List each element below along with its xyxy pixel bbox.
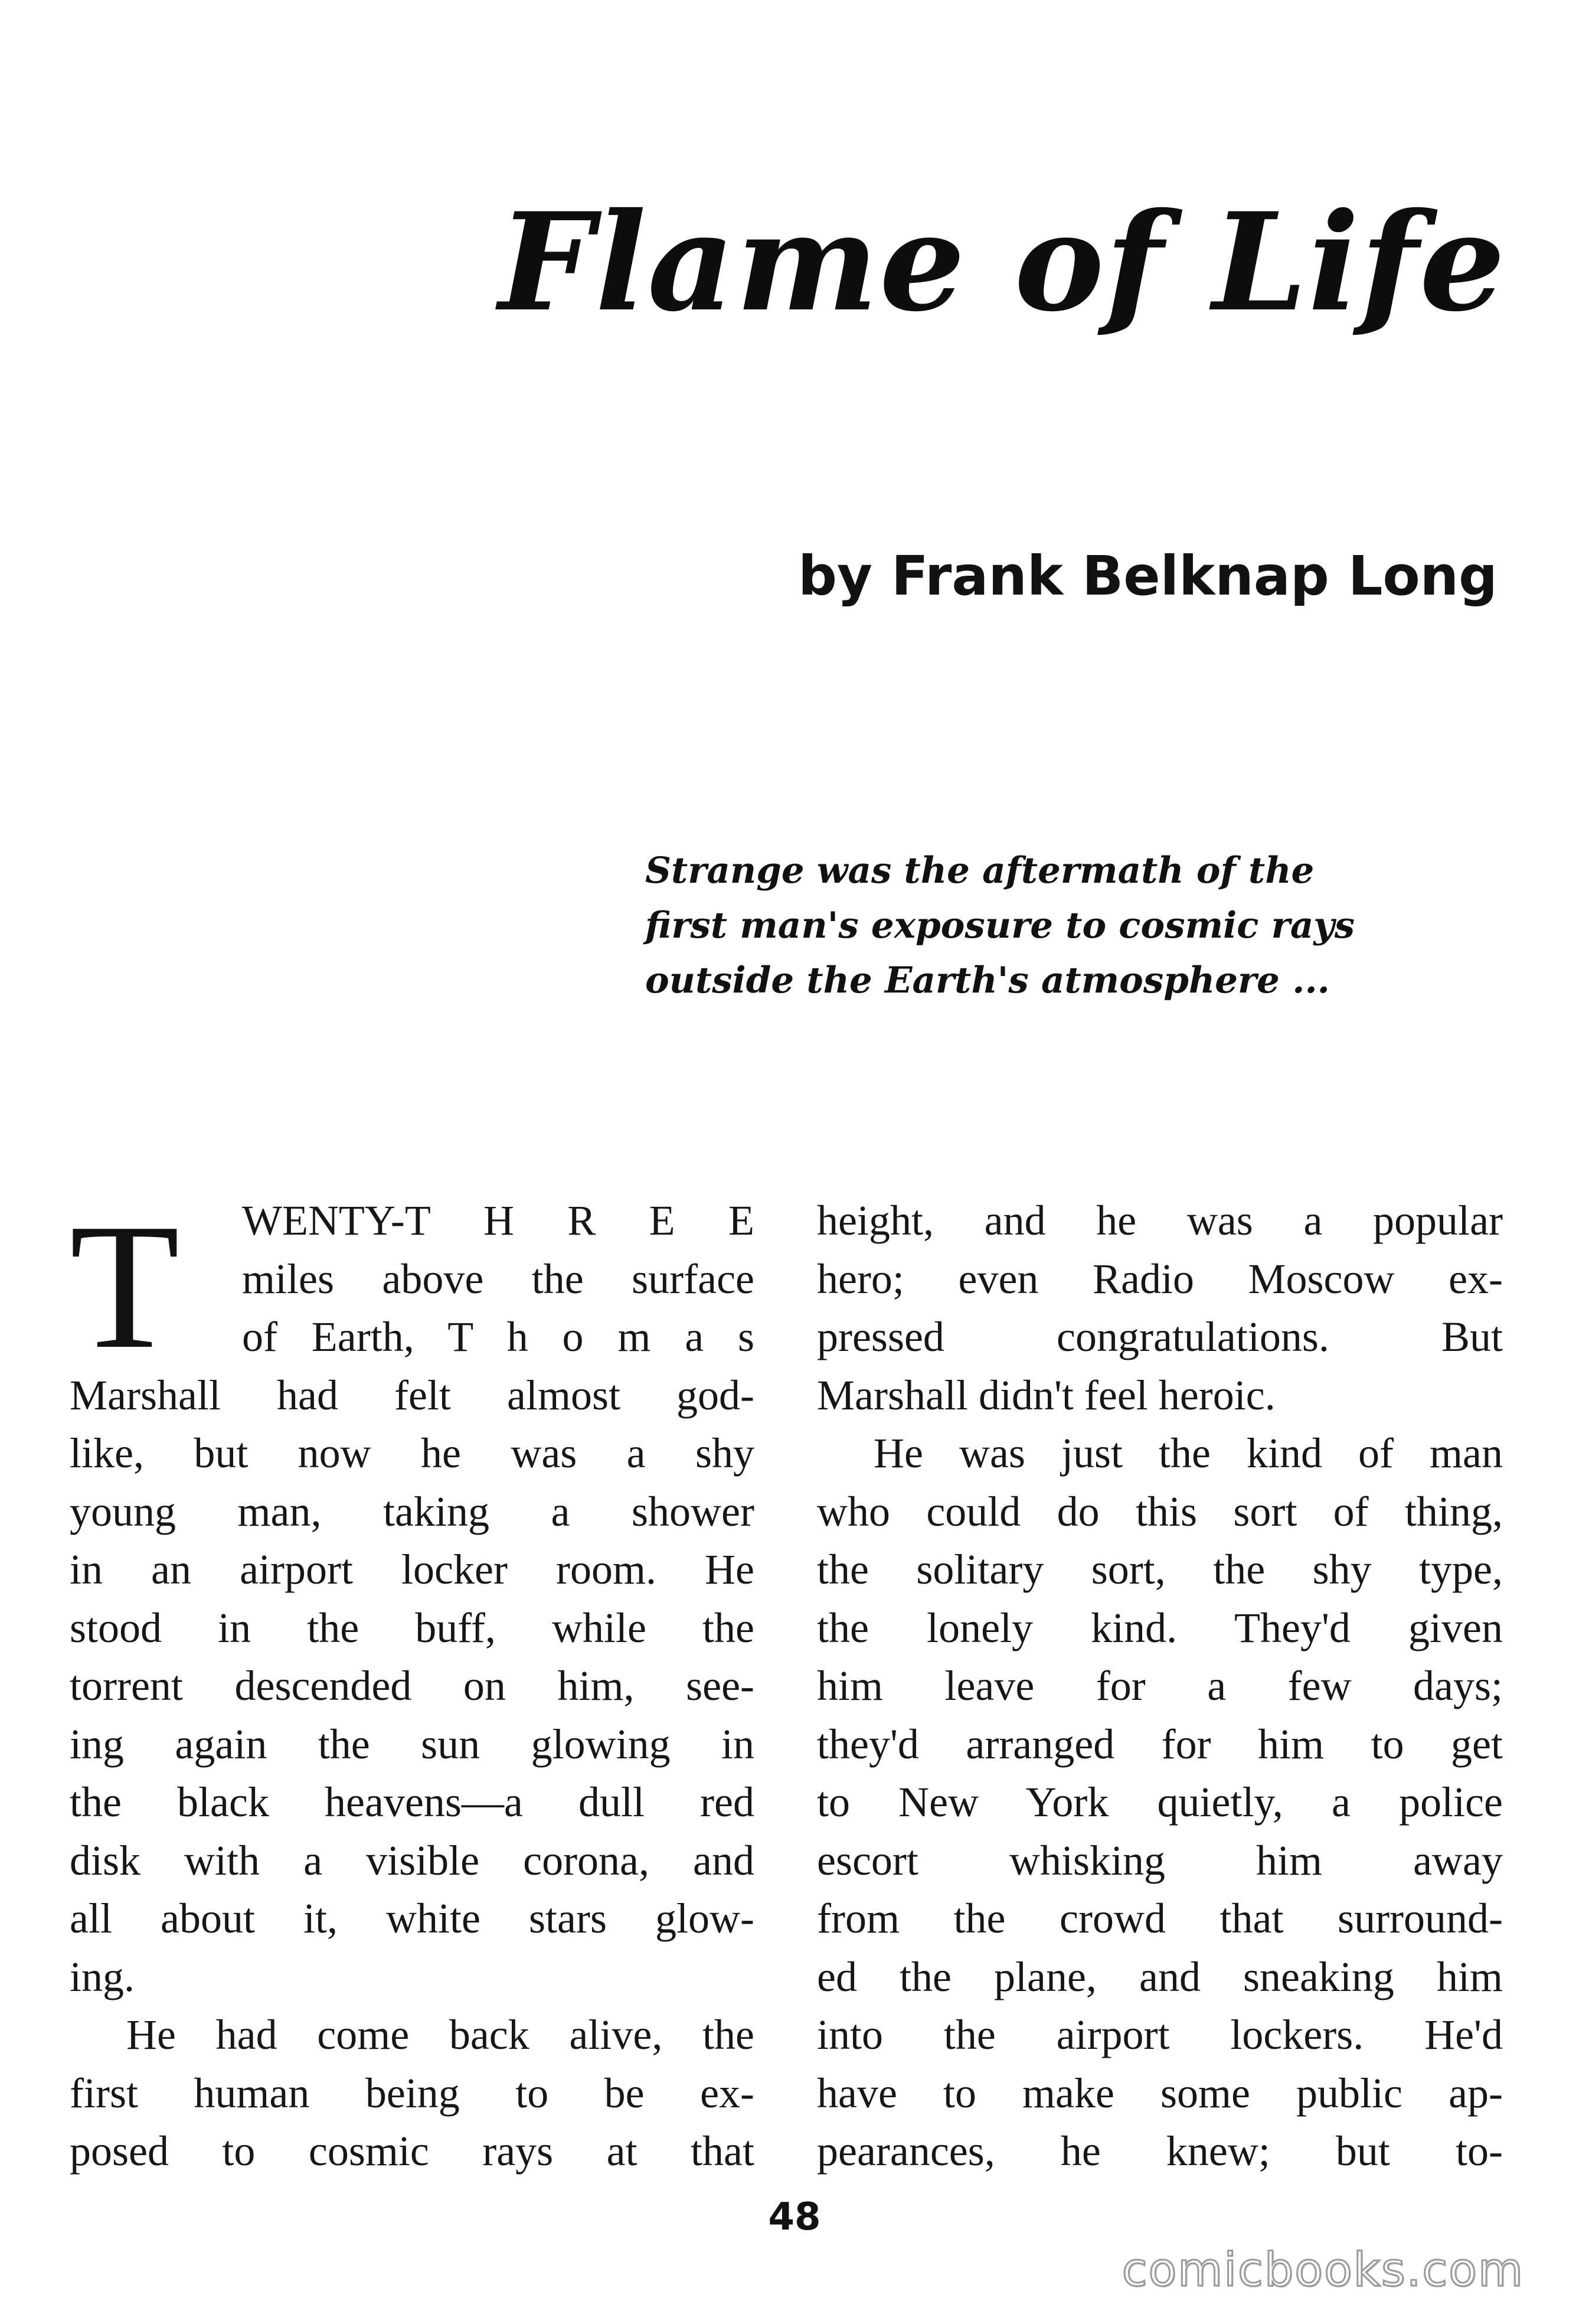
site-watermark: comicbooks.com bbox=[1122, 2244, 1524, 2297]
text-line: WENTY-T H R E E bbox=[242, 1197, 754, 1244]
article-byline: by Frank Belknap Long bbox=[798, 544, 1498, 608]
text-line: hero; even Radio Moscow ex- bbox=[817, 1255, 1503, 1303]
text-line: ing. bbox=[70, 1953, 135, 2000]
text-line: height, and he was a popular bbox=[817, 1197, 1503, 1244]
text-line: pressed congratulations. But bbox=[817, 1313, 1503, 1360]
text-line: He had come back alive, the bbox=[126, 2011, 754, 2058]
article-blurb bbox=[645, 843, 1502, 1008]
article-title: Flame of Life bbox=[498, 183, 1506, 341]
text-line: like, but now he was a shy bbox=[70, 1429, 754, 1477]
text-line: pearances, he knew; but to- bbox=[817, 2127, 1503, 2175]
page-number: 48 bbox=[768, 2195, 821, 2239]
text-line: stood in the buff, while the bbox=[70, 1604, 754, 1651]
blurb-line: outside the Earth's atmosphere ... bbox=[645, 959, 1330, 1001]
text-line: Marshall had felt almost god- bbox=[70, 1371, 754, 1419]
text-line: He was just the kind of man bbox=[874, 1429, 1503, 1477]
text-line: who could do this sort of thing, bbox=[817, 1487, 1503, 1535]
body-column-left bbox=[70, 1186, 754, 2181]
blurb-line: Strange was the aftermath of the bbox=[645, 850, 1315, 892]
text-line: posed to cosmic rays at that bbox=[70, 2127, 754, 2175]
text-line: the solitary sort, the shy type, bbox=[817, 1546, 1503, 1593]
text-line: the lonely kind. They'd given bbox=[817, 1604, 1503, 1651]
text-line: disk with a visible corona, and bbox=[70, 1836, 754, 1884]
text-line: escort whisking him away bbox=[817, 1836, 1503, 1884]
text-line: into the airport lockers. He'd bbox=[817, 2011, 1503, 2058]
text-line: miles above the surface bbox=[242, 1255, 754, 1303]
text-line: him leave for a few days; bbox=[817, 1662, 1503, 1709]
body-column-right bbox=[817, 1192, 1503, 2181]
text-line: of Earth, T h o m a s bbox=[242, 1313, 754, 1360]
text-line: Marshall didn't feel heroic. bbox=[817, 1371, 1276, 1419]
text-line: to New York quietly, a police bbox=[817, 1778, 1503, 1826]
blurb-line: first man's exposure to cosmic rays bbox=[645, 905, 1355, 946]
text-line: in an airport locker room. He bbox=[70, 1546, 754, 1593]
text-line: they'd arranged for him to get bbox=[817, 1720, 1503, 1768]
text-line: from the crowd that surround- bbox=[817, 1895, 1503, 1942]
text-line: all about it, white stars glow- bbox=[70, 1895, 754, 1942]
text-line: young man, taking a shower bbox=[70, 1487, 754, 1535]
drop-cap: T bbox=[70, 1186, 180, 1386]
text-line: torrent descended on him, see- bbox=[70, 1662, 754, 1709]
text-line: first human being to be ex- bbox=[70, 2069, 754, 2117]
text-line: ed the plane, and sneaking him bbox=[817, 1953, 1503, 2000]
text-line: the black heavens—a dull red bbox=[70, 1778, 754, 1826]
text-line: have to make some public ap- bbox=[817, 2069, 1503, 2117]
text-line: ing again the sun glowing in bbox=[70, 1720, 754, 1768]
